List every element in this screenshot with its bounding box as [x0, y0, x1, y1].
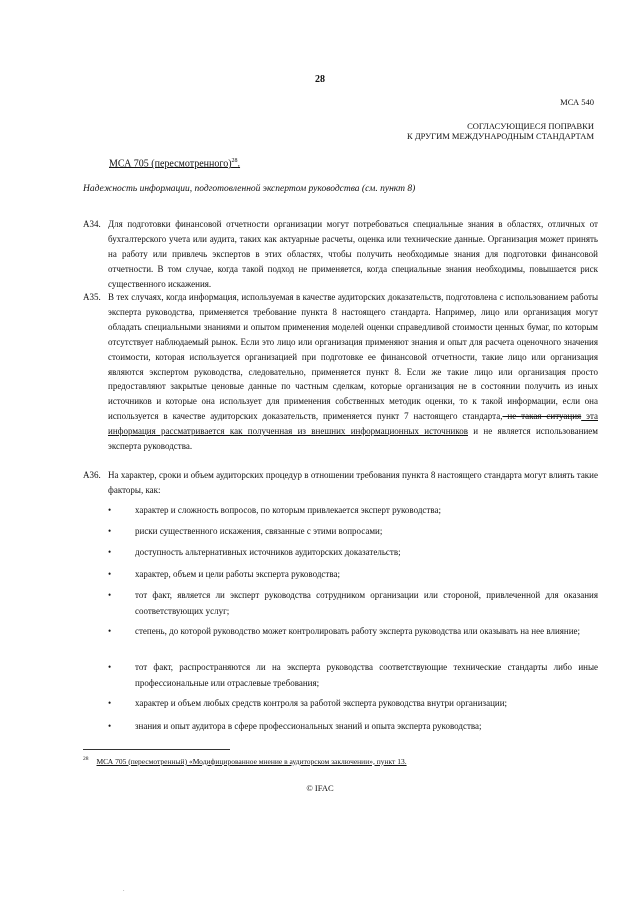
paragraph-label: A35.	[83, 292, 101, 302]
bullet-icon: •	[108, 721, 112, 731]
list-item-text: степень, до которой руководство может контролировать работу эксперта руководства или оказывать на нее влияние;	[135, 626, 581, 636]
scan-mark: .	[123, 887, 125, 893]
header-title-line-2: К ДРУГИМ МЕЖДУНАРОДНЫМ СТАНДАРТАМ	[407, 131, 594, 141]
list-item	[108, 566, 598, 582]
paragraph-text: Для подготовки финансовой отчетности организации могут потребоваться специальные знания в областях, отличных от бухгалтерского учета или аудита, таких как актуарные расчеты, оценка или технические данные. Организация может принять на работу или привлечь экспертов в этих областях, чтобы получить необходимые знания для подготовки финансовой отчетности. В том случае, когда такой подход не применяется, когда специальные знания необходимы, повышается риск существенного искажения.	[108, 219, 598, 289]
list-item	[108, 587, 598, 619]
list-item-text: знания и опыт аудитора в сфере профессиональных знаний и опыта эксперта руководства;	[135, 721, 482, 731]
footnote	[83, 756, 407, 766]
list-item-text: характер и объем любых средств контроля за работой эксперта руководства внутри организации;	[135, 698, 508, 708]
list-item	[108, 544, 598, 560]
paragraph-label: A36.	[83, 470, 101, 480]
section-title-suffix: .	[237, 158, 241, 170]
paragraph-label: A34.	[83, 219, 101, 229]
paragraph-text: На характер, сроки и объем аудиторских процедур в отношении требования пункта 8 настоящего стандарта могут влиять такие факторы, как:	[108, 470, 598, 495]
list-item-text: тот факт, распространяются ли на эксперта руководства соответствующие технические стандарты либо иные профессиональные или отраслевые требования;	[135, 662, 598, 688]
struck-text: не такая ситуация	[502, 411, 582, 422]
copyright-footer: © IFAC	[306, 783, 334, 793]
footnote-reference[interactable]: 28	[231, 158, 238, 164]
list-item	[108, 695, 598, 711]
paragraph-text-end: и не является использованием эксперта руководства.	[108, 426, 598, 452]
list-item-text: характер, объем и цели работы эксперта руководства;	[135, 569, 340, 579]
list-item-text: доступность альтернативных источников аудиторских доказательств;	[135, 547, 401, 557]
page-number: 28	[315, 74, 325, 85]
list-item	[108, 523, 598, 539]
paragraph-text-main: В тех случаях, когда информация, используемая в качестве аудиторских доказательств, подготовлена с использованием работы эксперта руководства, применяется требование пункта 8 настоящего стандарта. Например, лицо или организация могут обладать специальными знаниями и опытом применения моделей оценки справедливой стоимости ценных бумаг, по которым отсутствует наблюдаемый рынок. Если это лицо или организация применяют знания и опыт для расчета оценочного значения стоимости, которая используется организацией при подготовке ее финансовой отчетности, такие лицо или организация являются экспертом руководства, следовательно, применяется пункт 8. Если же такие лицо или организация просто предоставляют закрытые ценовые данные по частным сделкам, которые организация не в состоянии получить из иных источников и которые она использует для применения собственных методик оценки, то к такой информации, если она используется в качестве аудиторских доказательств, применяется пункт 7 настоящего стандарта,	[108, 292, 598, 422]
bullet-icon: •	[108, 662, 112, 672]
bullet-icon: •	[108, 569, 112, 579]
running-header	[407, 121, 594, 141]
bullet-icon: •	[108, 698, 112, 708]
standard-reference: МСА 540	[560, 97, 594, 107]
list-item-text: тот факт, является ли эксперт руководства сотрудником организации или стороной, привлеченной для оказания соответствующих услуг;	[135, 590, 598, 616]
bullet-icon: •	[108, 526, 112, 536]
paragraph-text	[108, 290, 598, 454]
list-item-text: риски существенного искажения, связанные с этими вопросами;	[135, 526, 383, 536]
paragraph-a35	[83, 290, 598, 454]
section-subtitle: Надежность информации, подготовленной экспертом руководства (см. пункт 8)	[83, 184, 416, 194]
section-title	[109, 158, 240, 169]
list-item	[108, 718, 598, 734]
list-item	[108, 502, 598, 518]
list-item	[108, 623, 598, 639]
paragraph-a34	[83, 217, 598, 292]
list-item-text: характер и сложность вопросов, по которым привлекается эксперт руководства;	[135, 505, 441, 515]
inserted-text: эта информация рассматривается как полученная из внешних информационных источников	[108, 411, 598, 437]
bullet-icon: •	[108, 505, 112, 515]
section-title-text: МСА 705 (пересмотренного)	[109, 158, 232, 170]
header-title-line-1: СОГЛАСУЮЩИЕСЯ ПОПРАВКИ	[467, 121, 594, 131]
footnote-text: МСА 705 (пересмотренный) «Модифицированное мнение в аудиторском заключении», пункт 13.	[96, 756, 407, 766]
footnote-number: 28	[83, 756, 89, 762]
list-item	[108, 659, 598, 691]
bullet-icon: •	[108, 547, 112, 557]
footnote-divider	[83, 749, 230, 750]
bullet-icon: •	[108, 626, 112, 636]
bullet-icon: •	[108, 590, 112, 600]
paragraph-a36	[83, 468, 598, 498]
